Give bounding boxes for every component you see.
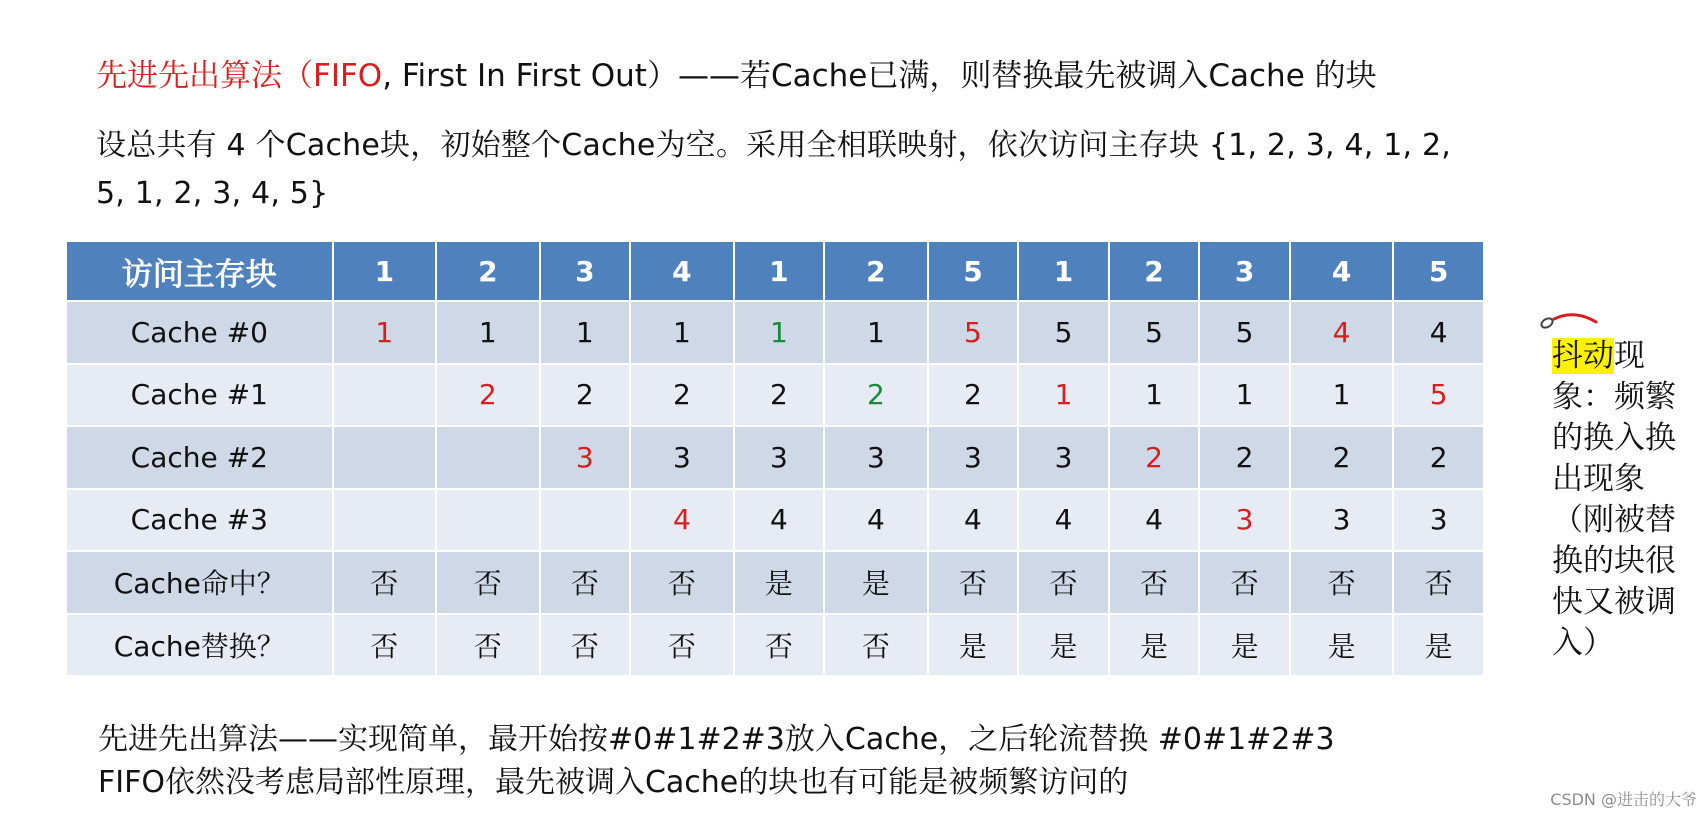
access-header-cell: 1	[334, 242, 436, 300]
table-cell: 否	[631, 552, 733, 613]
table-cell	[541, 490, 630, 551]
table-cell: 否	[1019, 552, 1108, 613]
table-cell: 3	[929, 427, 1018, 488]
table-cell: 4	[1019, 490, 1108, 551]
row-label: Cache #0	[67, 302, 332, 363]
table-cell: 2	[1110, 427, 1199, 488]
table-cell: 2	[1394, 427, 1483, 488]
table-cell: 4	[735, 490, 824, 551]
access-header-cell: 4	[631, 242, 733, 300]
table-cell: 1	[1291, 365, 1393, 426]
table-cell: 否	[437, 552, 539, 613]
table-cell	[334, 490, 436, 551]
table-cell: 5	[1019, 302, 1108, 363]
table-cell: 是	[929, 615, 1018, 676]
table-cell: 1	[1110, 365, 1199, 426]
table-cell: 2	[541, 365, 630, 426]
access-header-cell: 3	[1200, 242, 1289, 300]
table-cell: 否	[735, 615, 824, 676]
table-cell: 3	[735, 427, 824, 488]
row-label: Cache #3	[67, 490, 332, 551]
page-title	[96, 53, 1446, 99]
table-cell: 是	[1291, 615, 1393, 676]
row-label: Cache命中？	[67, 552, 332, 613]
table-header-row	[67, 242, 1483, 300]
access-header-cell: 5	[1394, 242, 1483, 300]
corner-header: 访问主存块	[67, 242, 332, 300]
access-header-cell: 2	[1110, 242, 1199, 300]
table-cell: 2	[1200, 427, 1289, 488]
table-cell: 否	[541, 615, 630, 676]
table-body	[67, 302, 1483, 675]
table-row	[67, 490, 1483, 551]
table-cell: 是	[1394, 615, 1483, 676]
thrashing-highlight: 抖动	[1552, 338, 1614, 374]
summary-line-2: FIFO依然没考虑局部性原理，最先被调入Cache的块也有可能是被频繁访问的	[98, 765, 1129, 800]
table-row	[67, 365, 1483, 426]
problem-description: 设总共有 4 个Cache块，初始整个Cache为空。采用全相联映射，依次访问主存块 {1, 2, 3, 4, 1, 2, 5, 1, 2, 3, 4, 5}	[96, 128, 1451, 211]
row-label: Cache #1	[67, 365, 332, 426]
table-cell: 否	[929, 552, 1018, 613]
table-cell: 1	[541, 302, 630, 363]
access-header-cell: 1	[735, 242, 824, 300]
table-cell: 2	[1291, 427, 1393, 488]
thrashing-description: 现象：频繁的换入换出现象（刚被替换的块很快又被调入）	[1552, 338, 1676, 661]
table-cell: 1	[631, 302, 733, 363]
table-cell: 是	[1200, 615, 1289, 676]
table-cell	[334, 365, 436, 426]
fifo-table-container	[65, 240, 1485, 677]
table-row	[67, 552, 1483, 613]
summary-text	[98, 718, 1448, 804]
table-cell: 5	[1110, 302, 1199, 363]
table-cell: 否	[1291, 552, 1393, 613]
table-cell: 否	[334, 552, 436, 613]
table-cell: 4	[631, 490, 733, 551]
access-header-cell: 2	[437, 242, 539, 300]
table-cell: 5	[929, 302, 1018, 363]
table-cell: 否	[437, 615, 539, 676]
title-fifo-text: FIFO	[313, 58, 383, 94]
table-cell: 4	[1394, 302, 1483, 363]
table-cell: 2	[631, 365, 733, 426]
access-header-cell: 3	[541, 242, 630, 300]
table-cell	[334, 427, 436, 488]
table-cell: 1	[437, 302, 539, 363]
table-cell: 是	[1110, 615, 1199, 676]
table-cell: 4	[1110, 490, 1199, 551]
table-cell: 否	[631, 615, 733, 676]
table-cell: 否	[1200, 552, 1289, 613]
row-label: Cache替换？	[67, 615, 332, 676]
table-cell: 5	[1200, 302, 1289, 363]
table-cell: 2	[437, 365, 539, 426]
pen-annotation-icon	[1538, 310, 1608, 334]
table-cell: 3	[1019, 427, 1108, 488]
table-cell: 是	[735, 552, 824, 613]
row-label: Cache #2	[67, 427, 332, 488]
table-row	[67, 615, 1483, 676]
table-cell: 3	[1291, 490, 1393, 551]
table-cell: 否	[825, 615, 927, 676]
table-cell: 1	[1200, 365, 1289, 426]
table-cell: 1	[735, 302, 824, 363]
title-black-text: , First In First Out）——若Cache已满，则替换最先被调入Cache 的块	[382, 58, 1377, 94]
table-cell: 2	[929, 365, 1018, 426]
table-cell: 3	[1394, 490, 1483, 551]
table-cell: 2	[735, 365, 824, 426]
access-header-cell: 1	[1019, 242, 1108, 300]
table-cell: 1	[1019, 365, 1108, 426]
table-cell: 4	[1291, 302, 1393, 363]
table-cell: 1	[825, 302, 927, 363]
table-cell: 2	[825, 365, 927, 426]
table-cell: 是	[1019, 615, 1108, 676]
table-cell	[437, 490, 539, 551]
access-header-cell: 2	[825, 242, 927, 300]
thrashing-note	[1552, 336, 1702, 664]
table-cell: 否	[541, 552, 630, 613]
access-header-cell: 4	[1291, 242, 1393, 300]
access-header-cell: 5	[929, 242, 1018, 300]
table-row	[67, 427, 1483, 488]
watermark: CSDN @进击的大爷	[1550, 790, 1697, 809]
table-cell: 4	[929, 490, 1018, 551]
table-cell: 1	[334, 302, 436, 363]
table-cell: 4	[825, 490, 927, 551]
table-cell	[437, 427, 539, 488]
title-red-text: 先进先出算法（	[96, 58, 313, 94]
table-cell: 是	[825, 552, 927, 613]
table-cell: 3	[541, 427, 630, 488]
table-cell: 否	[1394, 552, 1483, 613]
table-cell: 否	[1110, 552, 1199, 613]
summary-line-1: 先进先出算法——实现简单，最开始按#0#1#2#3放入Cache，之后轮流替换 #0#1#2#3	[98, 722, 1335, 757]
table-row	[67, 302, 1483, 363]
table-cell: 否	[334, 615, 436, 676]
table-cell: 3	[631, 427, 733, 488]
table-cell: 5	[1394, 365, 1483, 426]
table-cell: 3	[825, 427, 927, 488]
fifo-cache-table	[65, 240, 1485, 677]
table-cell: 3	[1200, 490, 1289, 551]
